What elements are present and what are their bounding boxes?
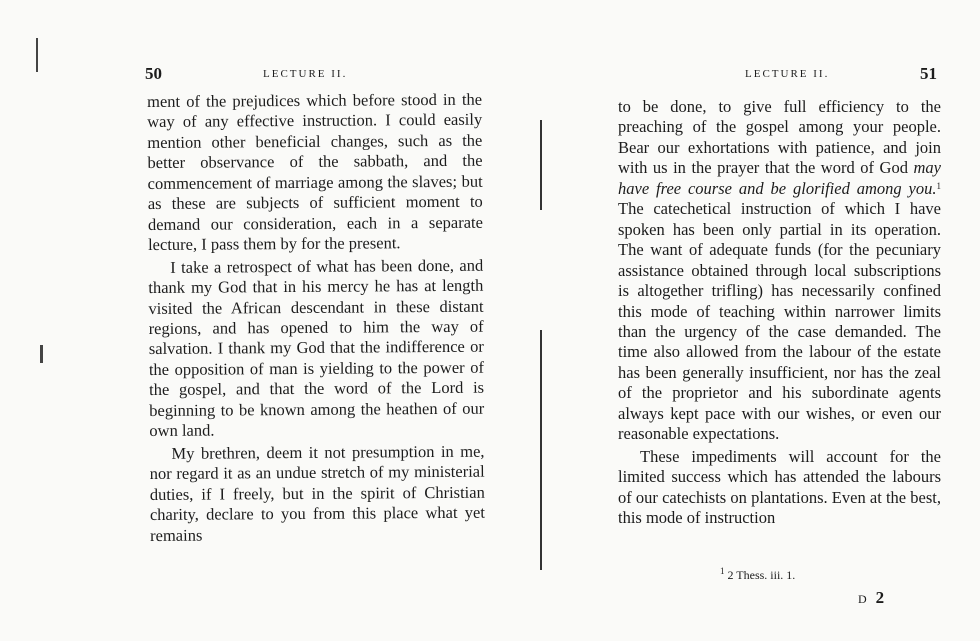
paragraph: These impediments will account for the limited success which has attended the labours of our catechists on plantations. Even at the best, this mode of instruction	[618, 446, 941, 528]
footnote-marker: 1	[720, 566, 725, 576]
italic-quotation: may have free course and be glorified among you.	[618, 158, 941, 198]
signature-number: 2	[875, 588, 885, 607]
paragraph: ment of the prejudices which before stood in the way of any effective instruction. I could easily mention other beneficial changes, such as the better observance of the sabbath, and the commencement of marriage among the slaves; but as these are subjects of sufficient moment to demand our consideration, each in a separate lecture, I pass them by for the present.	[147, 89, 483, 255]
text-run: The catechetical instruction of which I have spoken has been only partial in its operation. The want of adequate funds (for the pecuniary assistance obtained through local subscriptions is altogether trifling) has necessarily confined this mode of teaching within narrower limits than the urgency of the case demanded. The time also allowed from the labour of the estate has been generally insufficient, nor has the zeal of the proprietor and his subordinate agents always kept pace with our wishes, or even our reasonable expectations.	[618, 199, 941, 444]
page-number: 50	[145, 64, 162, 83]
paragraph: My brethren, deem it not presumption in me, nor regard it as an undue stretch of my ministerial duties, if I freely, but in the spirit of Christian charity, declare to you from this place what yet remains	[149, 441, 486, 545]
running-head: LECTURE II.	[263, 68, 348, 80]
signature-mark	[858, 588, 884, 608]
signature-letter: D	[858, 592, 870, 606]
paragraph	[618, 97, 941, 445]
paragraph: I take a retrospect of what has been done, and thank my God that in his mercy he has at length visited the African descendant in these distant regions, and has opened to him the way of salvation. I thank my God that the indifference or the opposition of man is yielding to the power of the gospel, and that the word of the Lord is beginning to be known among the heathen of our own land.	[148, 255, 485, 441]
footnote-text: 2 Thess. iii. 1.	[727, 568, 796, 582]
running-head: LECTURE II.	[745, 68, 830, 80]
page-number: 51	[920, 64, 937, 83]
page-body	[147, 90, 485, 546]
text-run: to be done, to give full efficiency to the preaching of the gospel among your people. Bear our exhortations with patience, and join with us in the prayer that the word of God	[618, 97, 941, 178]
footnote-reference: 1	[936, 180, 941, 191]
footnote	[720, 568, 795, 583]
page-body	[618, 97, 941, 529]
right-page	[530, 0, 980, 641]
